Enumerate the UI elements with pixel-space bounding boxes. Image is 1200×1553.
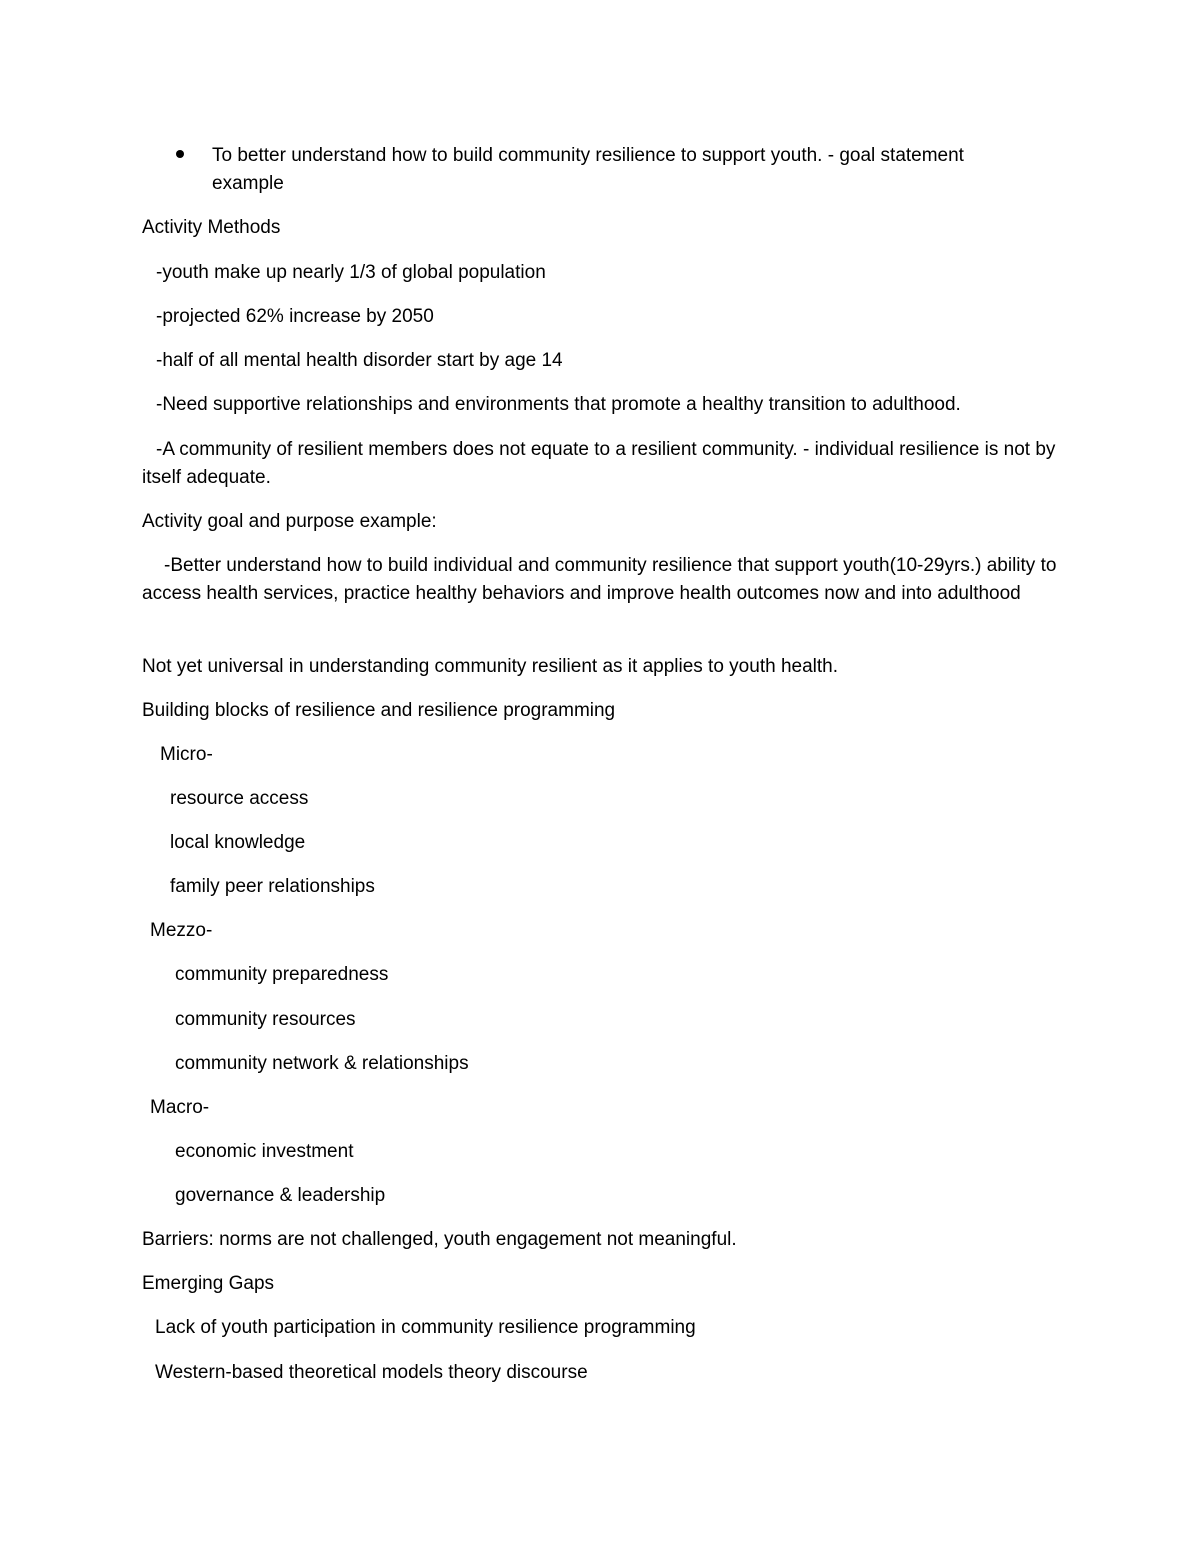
gap-item: Western-based theoretical models theory discourse xyxy=(155,1362,588,1383)
mezzo-item: community resources xyxy=(175,1009,356,1030)
micro-item: resource access xyxy=(170,788,309,809)
method-item: -Need supportive relationships and environments that promote a healthy transition to adulthood. xyxy=(156,394,961,415)
mezzo-label: Mezzo- xyxy=(150,920,213,941)
macro-item: governance & leadership xyxy=(175,1185,386,1206)
micro-item: local knowledge xyxy=(170,832,306,853)
barriers-text: Barriers: norms are not challenged, youth engagement not meaningful. xyxy=(142,1229,737,1250)
building-blocks-heading: Building blocks of resilience and resilience programming xyxy=(142,700,616,721)
method-item: -half of all mental health disorder start by age 14 xyxy=(156,350,563,371)
activity-methods-heading: Activity Methods xyxy=(142,217,281,238)
method-item: -A community of resilient members does not equate to a resilient community. - individual resilience is not by itself adequate. xyxy=(142,439,1056,488)
gap-item: Lack of youth participation in community resilience programming xyxy=(155,1317,696,1338)
macro-item: economic investment xyxy=(175,1141,354,1162)
goal-text: -Better understand how to build individual and community resilience that support youth(10-29yrs.) ability to access health services, practice healthy behaviors and improve health outcomes now and into adulthood xyxy=(142,555,1057,604)
mezzo-item: community preparedness xyxy=(175,964,389,985)
goal-statement-bullet: To better understand how to build community resilience to support youth. - goal statement example xyxy=(212,145,964,194)
method-item: -projected 62% increase by 2050 xyxy=(156,306,434,327)
method-item: -youth make up nearly 1/3 of global population xyxy=(156,262,546,283)
mezzo-item: community network & relationships xyxy=(175,1053,469,1074)
universal-text: Not yet universal in understanding community resilient as it applies to youth health. xyxy=(142,656,838,677)
goal-heading: Activity goal and purpose example: xyxy=(142,511,437,532)
macro-label: Macro- xyxy=(150,1097,210,1118)
bullet-icon xyxy=(176,150,184,158)
micro-item: family peer relationships xyxy=(170,876,375,897)
emerging-gaps-heading: Emerging Gaps xyxy=(142,1273,275,1294)
micro-label: Micro- xyxy=(160,744,213,765)
